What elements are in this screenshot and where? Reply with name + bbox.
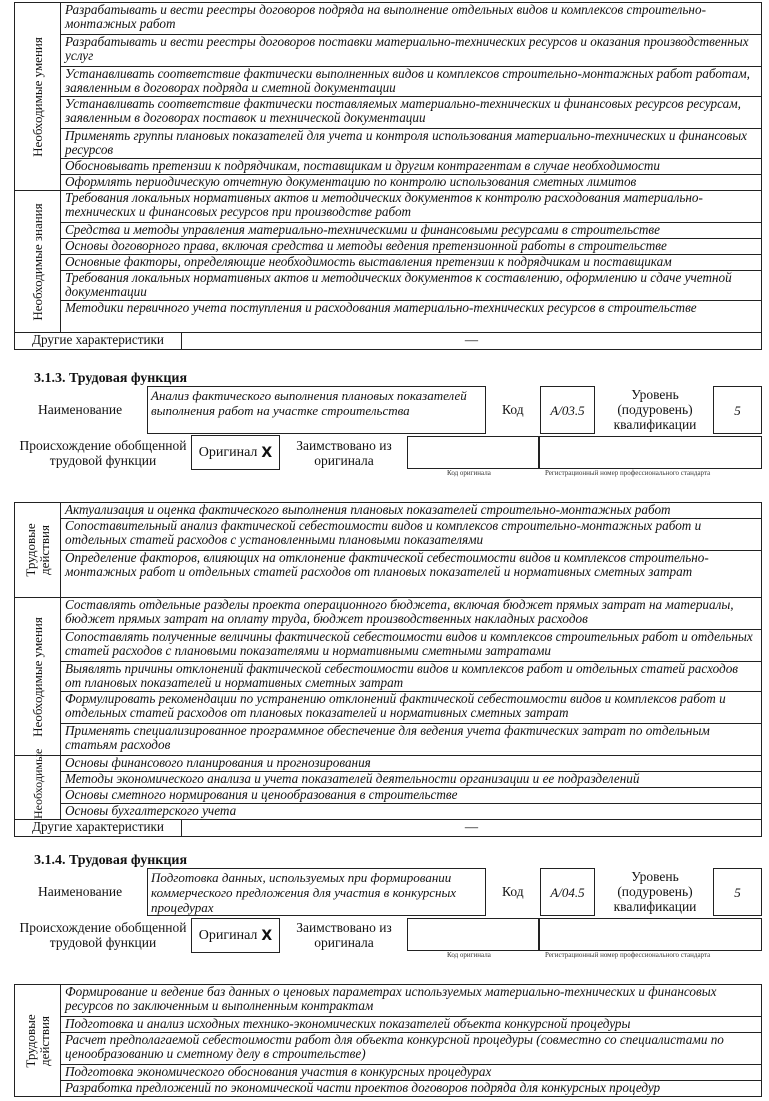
skill-item: Разрабатывать и вести реестры договоров подряда на выполнение отдельных видов и комплексов строительно-монтажных работ	[61, 3, 762, 35]
section-title-314: 3.1.4. Трудовая функция	[34, 853, 188, 868]
actions-row-label: Трудовые действия	[15, 503, 61, 598]
origin-label: Происхождение обобщенной трудовой функции	[19, 920, 187, 950]
function-name-value: Подготовка данных, используемых при формировании коммерческого предложения для участия в конкурсных процедурах	[151, 870, 457, 915]
function-name-value: Анализ фактического выполнения плановых показателей выполнения работ на участке строительства	[151, 388, 467, 418]
action-item: Подготовка и анализ исходных технико-экономических показателей объекта конкурсной процедуры	[61, 1017, 762, 1033]
knowledge-item: Методики первичного учета поступления и расходования материально-технических ресурсов в строительстве	[61, 301, 762, 333]
original-label: Оригинал	[198, 444, 258, 460]
level-label: Уровень (подуровень) квалификации	[613, 869, 697, 914]
skill-item: Оформлять периодическую отчетную документацию по контролю использования сметных лимитов	[61, 175, 762, 191]
section-title-313: 3.1.3. Трудовая функция	[34, 371, 188, 386]
skills-row-label: Необходимые умения	[15, 3, 61, 191]
skill-item: Обосновывать претензии к подрядчикам, поставщикам и другим контрагентам в случае необходимости	[61, 159, 762, 175]
origin-label: Происхождение обобщенной трудовой функции	[19, 438, 187, 468]
original-mark: X	[261, 444, 273, 461]
level-value: 5	[734, 402, 741, 418]
reg-number-caption: Регистрационный номер профессионального стандарта	[545, 469, 711, 477]
borrowed-label: Заимствовано из оригинала	[296, 920, 392, 950]
level-box	[713, 386, 762, 434]
level-value: 5	[734, 884, 741, 900]
code-label: Код	[502, 402, 524, 417]
action-item: Сопоставительный анализ фактической себестоимости видов и комплексов строительно-монтажных работ и отдельных статей расходов с установленными плановыми показателями	[61, 519, 762, 551]
code-original-box	[407, 918, 539, 951]
knowledge-item: Основы договорного права, включая средства и методы ведения претензионной работы в строительстве	[61, 239, 762, 255]
action-item: Формирование и ведение баз данных о ценовых параметрах используемых материально-технических и финансовых ресурсов по заключенным и выполненным контрактам	[61, 985, 762, 1017]
other-characteristics-value: —	[182, 820, 762, 837]
borrowed-label: Заимствовано из оригинала	[296, 438, 392, 468]
skills-row-label: Необходимые умения	[15, 598, 61, 756]
code-label: Код	[502, 884, 524, 899]
name-label: Наименование	[38, 884, 123, 899]
skill-item: Устанавливать соответствие фактически поставляемых материально-технических и финансовых ресурсов ресурсам, заявленным в договорах поставок и технической документации	[61, 97, 762, 129]
original-label: Оригинал	[198, 927, 258, 943]
knowledge-row-label: Необходимые	[15, 756, 61, 820]
function-name-box	[147, 386, 486, 434]
level-box	[713, 868, 762, 916]
skill-item: Устанавливать соответствие фактически выполненных видов и комплексов строительно-монтажных работ работам, заявленным в договорах подряда и сметной документации	[61, 67, 762, 97]
original-box	[191, 435, 280, 470]
knowledge-item: Основы финансового планирования и прогнозирования	[61, 756, 762, 772]
knowledge-item: Средства и методы управления материально-техническими и финансовыми ресурсами в строительстве	[61, 223, 762, 239]
skill-item: Составлять отдельные разделы проекта операционного бюджета, включая бюджет прямых затрат на материалы, бюджет прямых затрат на оплату труда, бюджет производственных накладных расходов	[61, 598, 762, 630]
skill-item: Сопоставлять полученные величины фактической себестоимости видов и комплексов строительных работ и отдельных статей расходов с плановыми показателями и нормативными сметными затратами	[61, 630, 762, 662]
skill-item: Разрабатывать и вести реестры договоров поставки материально-технических ресурсов и оказания производственных услуг	[61, 35, 762, 67]
knowledge-item: Основы бухгалтерского учета	[61, 804, 762, 820]
reg-number-box	[539, 436, 762, 469]
reg-number-caption: Регистрационный номер профессионального стандарта	[545, 951, 711, 959]
reg-number-box	[539, 918, 762, 951]
code-original-caption: Код оригинала	[447, 951, 491, 959]
other-characteristics-value: —	[182, 333, 762, 350]
action-item: Разработка предложений по экономической части проектов договоров подряда для конкурсных процедур	[61, 1081, 762, 1097]
code-value: A/03.5	[550, 402, 585, 418]
other-characteristics-label: Другие характеристики	[15, 333, 182, 350]
knowledge-item: Требования локальных нормативных актов и методических документов к составлению, оформлению и сдаче учетной документации	[61, 271, 762, 301]
code-original-caption: Код оригинала	[447, 469, 491, 477]
knowledge-item: Основы сметного нормирования и ценообразования в строительстве	[61, 788, 762, 804]
code-original-box	[407, 436, 539, 469]
level-label: Уровень (подуровень) квалификации	[613, 387, 697, 432]
code-box	[540, 386, 595, 434]
code-value: A/04.5	[550, 884, 585, 900]
skills-knowledge-table-1	[14, 2, 762, 350]
actions-skills-knowledge-table-2	[14, 502, 762, 837]
skill-item: Формулировать рекомендации по устранению отклонений фактической себестоимости видов и комплексов работ и отдельных статей расходов от плановых показателей и нормативных сметных затрат	[61, 692, 762, 724]
original-box	[191, 918, 280, 953]
skill-item: Применять специализированное программное обеспечение для ведения учета фактических затрат по отдельным статьям расходов	[61, 724, 762, 756]
knowledge-item: Основные факторы, определяющие необходимость выставления претензии к подрядчикам и поставщикам	[61, 255, 762, 271]
name-label: Наименование	[38, 402, 123, 417]
knowledge-row-label: Необходимые знания	[15, 191, 61, 333]
action-item: Актуализация и оценка фактического выполнения плановых показателей строительно-монтажных работ	[61, 503, 762, 519]
action-item: Определение факторов, влияющих на отклонение фактической себестоимости видов и комплексов строительно-монтажных работ и отдельных статей расходов от плановых показателей и нормативных сметных затрат	[61, 551, 762, 598]
actions-table-3	[14, 984, 762, 1097]
skill-item: Выявлять причины отклонений фактической себестоимости видов и комплексов работ и отдельных статей расходов от плановых показателей и нормативных сметных затрат	[61, 662, 762, 692]
knowledge-item: Методы экономического анализа и учета показателей деятельности организации и ее подразделений	[61, 772, 762, 788]
skill-item: Применять группы плановых показателей для учета и контроля использования материально-технических и финансовых ресурсов	[61, 129, 762, 159]
action-item: Подготовка экономического обоснования участия в конкурсных процедурах	[61, 1065, 762, 1081]
original-mark: X	[261, 927, 273, 944]
actions-row-label: Трудовые действия	[15, 985, 61, 1097]
other-characteristics-label: Другие характеристики	[15, 820, 182, 837]
function-name-box	[147, 868, 486, 916]
code-box	[540, 868, 595, 916]
knowledge-item: Требования локальных нормативных актов и методических документов к контролю расходования материально-технических и финансовых ресурсов при производстве работ	[61, 191, 762, 223]
action-item: Расчет предполагаемой себестоимости работ для объекта конкурсной процедуры (совместно со специалистами по ценообразованию и сметному делу в строительстве)	[61, 1033, 762, 1065]
